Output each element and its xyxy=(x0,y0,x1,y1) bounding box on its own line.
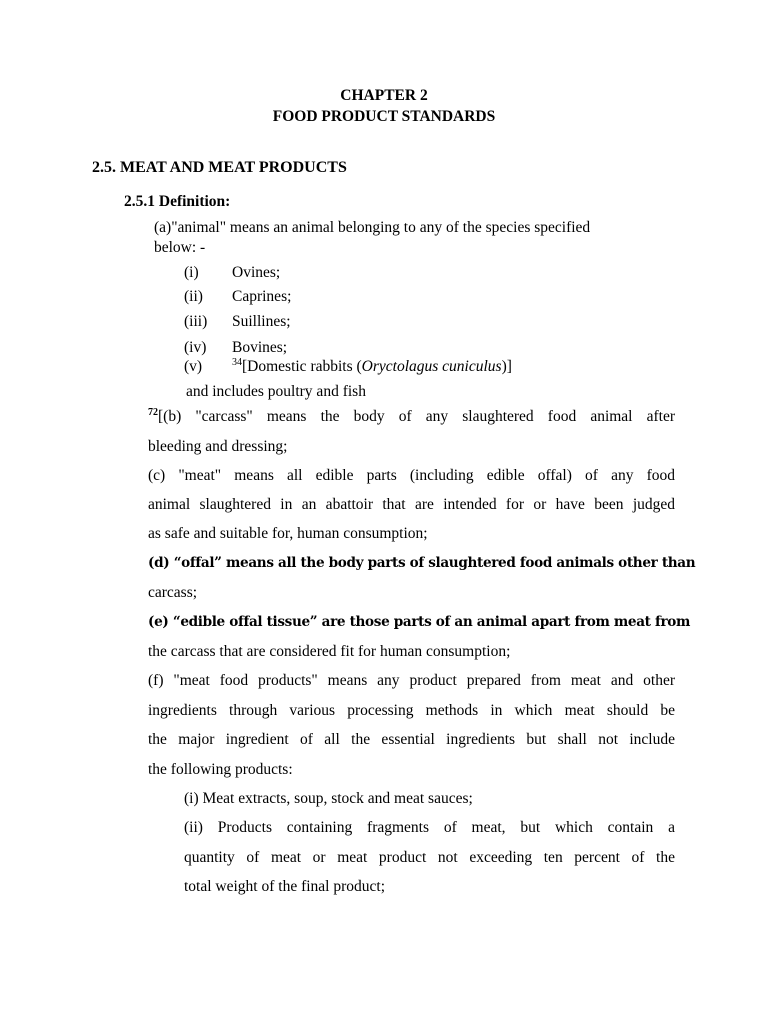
definition-e-line2: the carcass that are considered fit for human consumption; xyxy=(148,643,511,660)
definition-b-line2: bleeding and dressing; xyxy=(148,438,288,455)
exclusion-ii-line2: quantity of meat or meat product not exceeding ten percent of the xyxy=(184,849,675,866)
definition-f-line2: ingredients through various processing methods in which meat should be xyxy=(148,702,675,719)
chapter-title: FOOD PRODUCT STANDARDS xyxy=(272,108,496,125)
definition-f-line3: the major ingredient of all the essential ingredients but shall not include xyxy=(148,731,675,748)
definition-c-line1: (c) "meat" means all edible parts (including edible offal) of any food xyxy=(148,467,675,484)
list-item-text: Ovines; xyxy=(232,264,281,281)
definition-a-line1: (a)"animal" means an animal belonging to any of the species specified xyxy=(154,219,591,236)
list-item-number: (ii) xyxy=(184,288,203,305)
definition-a-tail: and includes poultry and fish xyxy=(186,383,366,400)
list-item-number: (i) xyxy=(184,264,199,281)
definition-f-line1: (f) "meat food products" means any product prepared from meat and other xyxy=(148,672,675,689)
definition-d-line1: (d) “offal” means all the body parts of slaughtered food animals other than xyxy=(148,555,696,571)
list-item-text: Caprines; xyxy=(232,288,292,305)
definition-a-line2: below: - xyxy=(154,239,206,256)
definition-d-line2: carcass; xyxy=(148,584,198,601)
list-item-number: (v) xyxy=(184,358,203,375)
scientific-name: Oryctolagus cuniculus xyxy=(361,358,502,375)
list-item-text xyxy=(232,358,512,376)
definition-b-text: [(b) "carcass" means the body of any slaughtered food animal after xyxy=(158,408,675,425)
footnote-marker: 72 xyxy=(148,406,158,418)
definition-f-line4: the following products: xyxy=(148,761,293,778)
list-item-text-part: [Domestic rabbits ( xyxy=(242,358,362,375)
footnote-marker: 34 xyxy=(232,356,242,368)
section-title: 2.5. MEAT AND MEAT PRODUCTS xyxy=(92,159,347,176)
definition-c-line2: animal slaughtered in an abattoir that are intended for or have been judged xyxy=(148,496,675,513)
definition-c-line3: as safe and suitable for, human consumption; xyxy=(148,525,428,542)
exclusion-i: (i) Meat extracts, soup, stock and meat sauces; xyxy=(184,790,473,807)
exclusion-ii-line1: (ii) Products containing fragments of meat, but which contain a xyxy=(184,819,675,836)
list-item-text: Bovines; xyxy=(232,339,288,356)
list-item-number: (iii) xyxy=(184,313,208,330)
list-item-text-part: )] xyxy=(501,358,512,375)
exclusion-ii-line3: total weight of the final product; xyxy=(184,878,386,895)
definition-b-line1 xyxy=(148,408,675,426)
chapter-number: CHAPTER 2 xyxy=(340,87,428,104)
definition-e-line1: (e) “edible offal tissue” are those parts of an animal apart from meat from xyxy=(148,614,691,630)
list-item-text: Suillines; xyxy=(232,313,291,330)
list-item-number: (iv) xyxy=(184,339,207,356)
subsection-title: 2.5.1 Definition: xyxy=(124,193,231,210)
